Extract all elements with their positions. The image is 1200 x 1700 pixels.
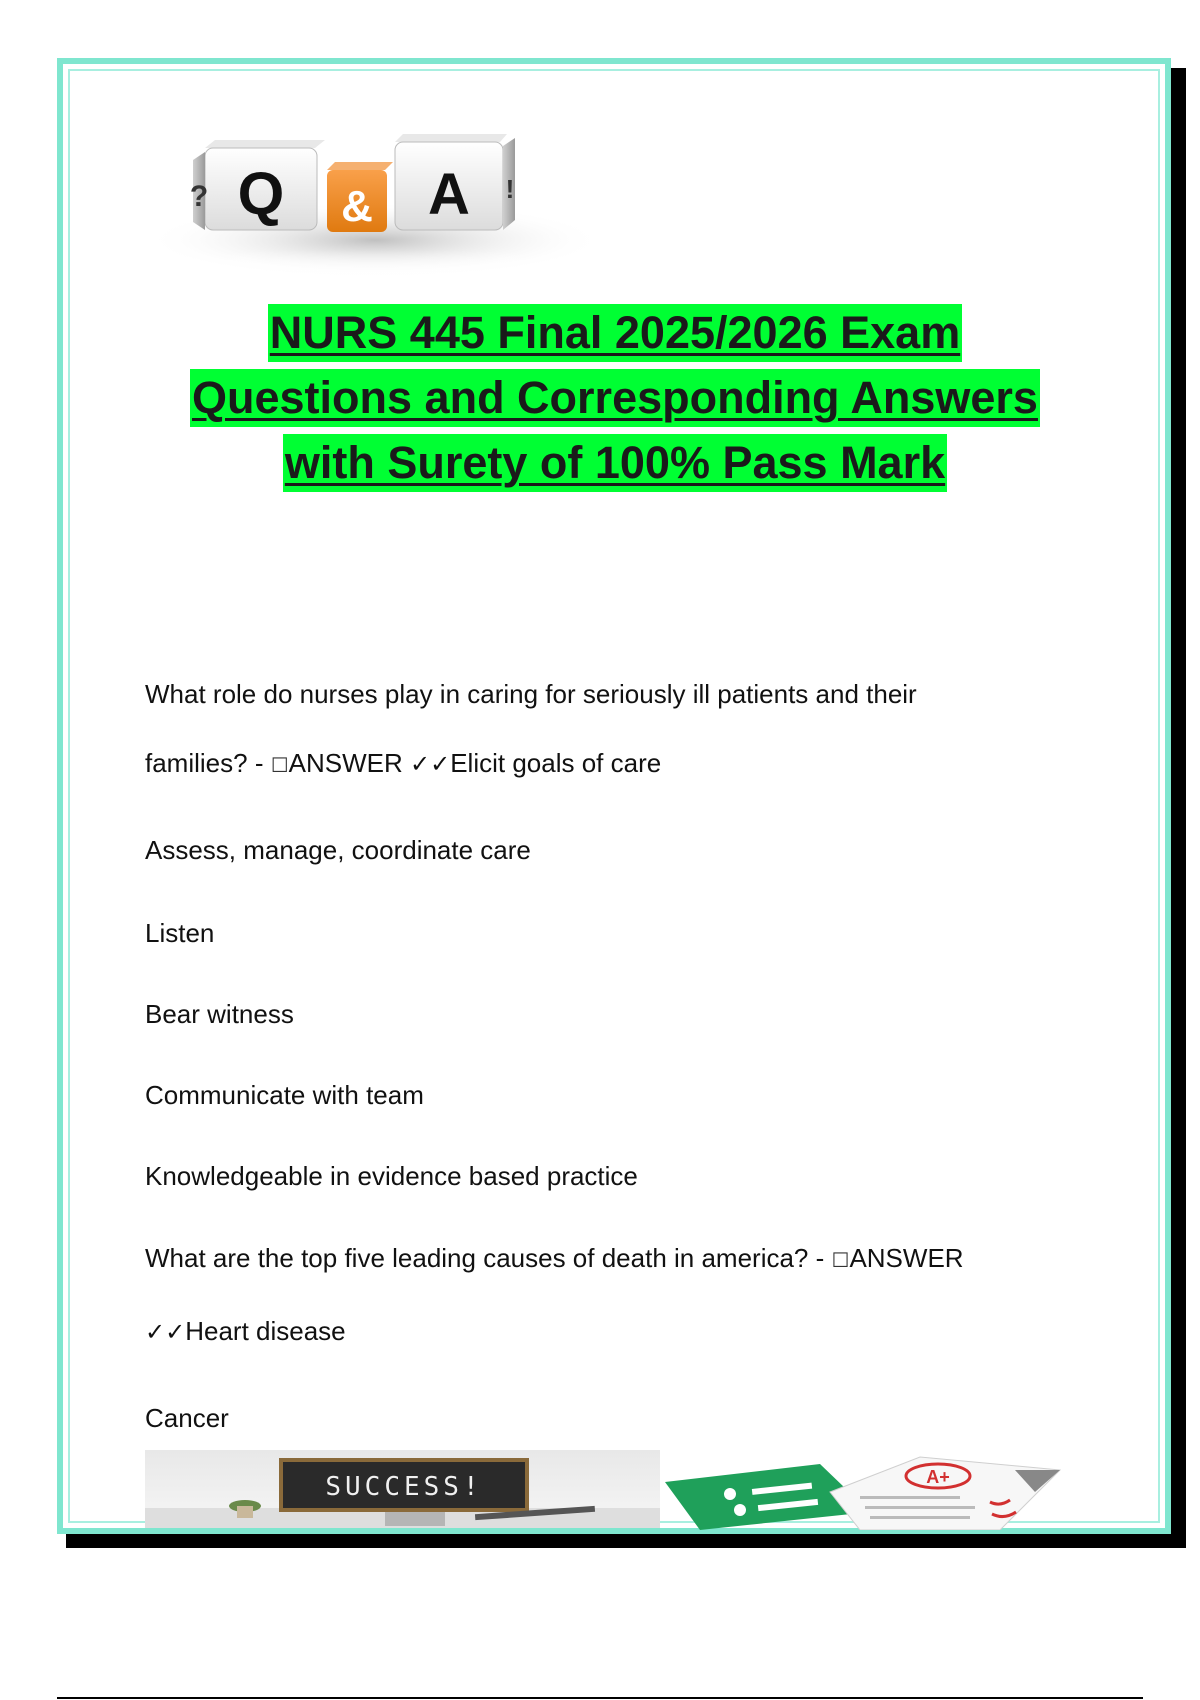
grade-mark: A+ [926,1467,950,1487]
answer-1-item: Listen [145,918,215,948]
title-line-2: Questions and Corresponding Answers [190,369,1040,427]
answer-1-item: Knowledgeable in evidence based practice [145,1161,638,1191]
a-die-letter: A [428,162,470,227]
success-chalkboard-image [145,1450,660,1528]
title-line-1: NURS 445 Final 2025/2026 Exam [268,304,962,362]
answer-2-item: Cancer [145,1403,229,1433]
answer-marker-icon: ☐ [831,1248,850,1272]
answer-2-text: Heart disease [185,1316,346,1346]
title-line-3: with Surety of 100% Pass Mark [283,434,947,492]
ampersand-die [327,162,393,232]
answer-1-text: Elicit goals of care [450,748,662,778]
double-check-icon: ✓✓ [409,750,451,778]
a-die-side-mark: ! [505,174,515,204]
question-1-line-1: What role do nurses play in caring for seriously ill patients and their [145,679,917,709]
q-die-letter: Q [237,160,285,227]
a-die [395,134,515,230]
document-title [100,304,1130,499]
question-1-tail: families? - [145,748,271,778]
question-2-text: What are the top five leading causes of death in america? - [145,1243,832,1273]
graded-paper-image [660,1452,1070,1530]
answer-2-line-1 [145,1316,346,1347]
q-die-side-mark: ? [189,180,209,213]
answer-marker-icon: ☐ [270,753,289,777]
footer-rule [57,1697,1143,1699]
answer-1-item: Communicate with team [145,1080,424,1110]
qa-dice-logo [145,90,600,290]
answer-label: ANSWER [849,1243,964,1273]
question-2-line-1 [145,1243,964,1274]
answer-label: ANSWER [288,748,410,778]
chalkboard-text: SUCCESS! [325,1472,483,1502]
ampersand-die-letter: & [341,182,373,231]
double-check-icon: ✓✓ [145,1318,186,1346]
answer-1-item: Bear witness [145,999,294,1029]
answer-1-item: Assess, manage, coordinate care [145,835,531,865]
q-die [190,140,325,230]
question-1-line-2 [145,748,661,779]
